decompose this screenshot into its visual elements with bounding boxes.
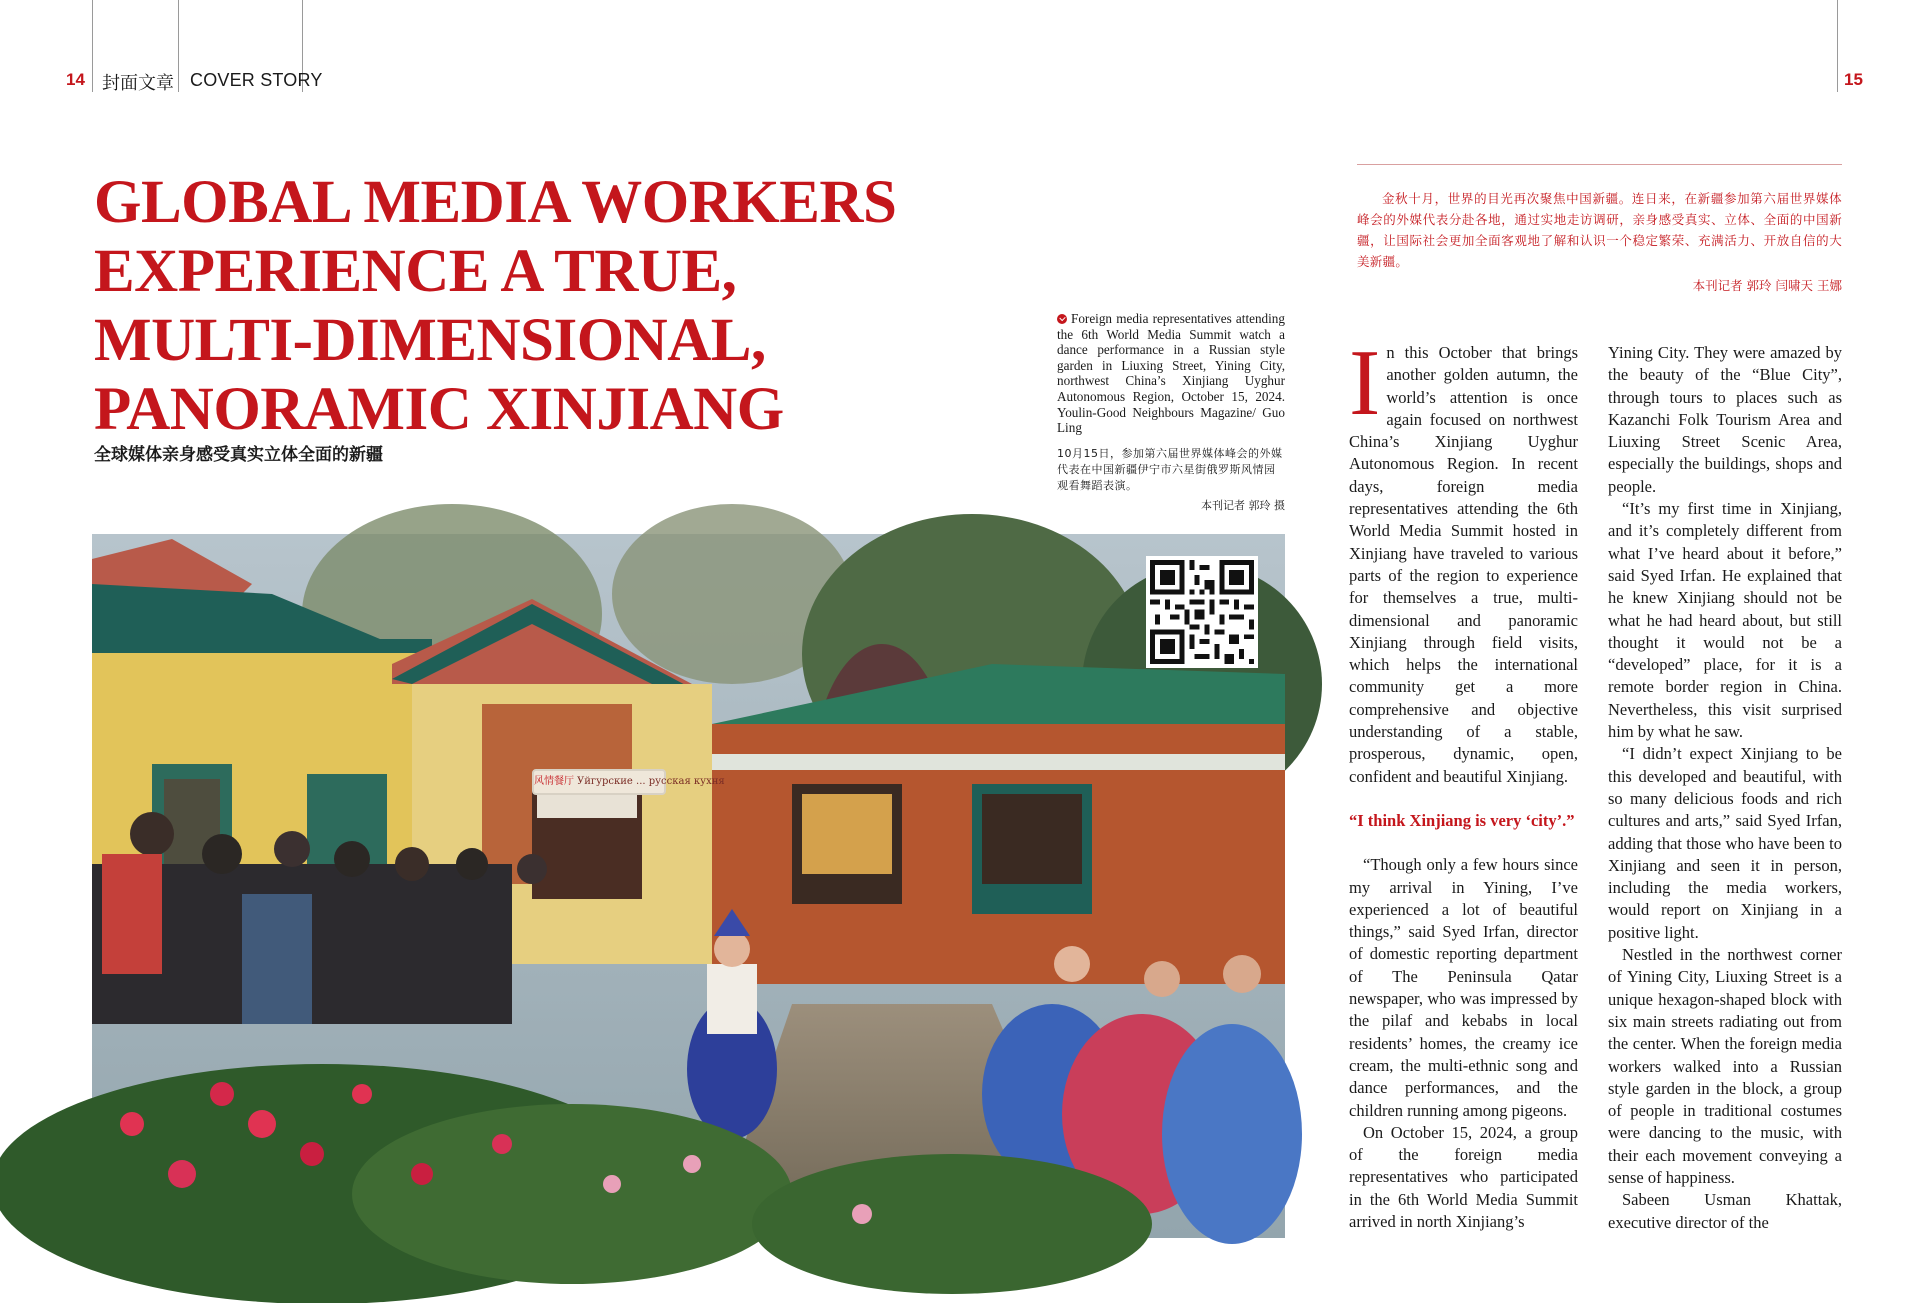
header-divider-far-right	[1837, 0, 1838, 92]
caption-text-en: Foreign media representatives attending the 6th World Media Summit watch a dance performance in a Russian style garden in Liuxing Street, Yining City, northwest China’s Xinjiang Uyghur Autonomous Region, October 15, 2024. Youlin-Good Neighbours Magazine/ Guo Ling	[1057, 311, 1285, 436]
shop-sign-text: Уйгурские ... русская кухня	[577, 776, 725, 787]
article-paragraph-7: Nestled in the northwest corner of Yining City, Liuxing Street is a unique hexagon-shaped block with six main streets radiating out from the center. When the foreign media workers walked into a Russian style garden in the block, a group of people in traditional costumes were dancing to the music, with their each movement conveying a sense of happiness.	[1608, 945, 1842, 1187]
article-subheading: “I think Xinjiang is very ‘city’.”	[1349, 810, 1575, 830]
paragraph-1-text: n this October that brings another golden autumn, the world’s attention is once again focused on northwest China’s Xinjiang Uyghur Autonomous Region. In recent days, foreign media representatives attending the 6th World Media Summit hosted in Xinjiang have traveled to various parts of the region to experience for themselves a true, multi-dimensional and panoramic Xinjiang through field visits, which helps the international community get a more comprehensive and objective understanding of a stable, prosperous, dynamic, open, confident and beautiful Xinjiang.	[1349, 343, 1578, 786]
article-paragraph-8: Sabeen Usman Khattak, executive director of the	[1608, 1190, 1842, 1232]
drop-cap: I	[1349, 331, 1381, 435]
title-line-2: EXPERIENCE A TRUE,	[94, 238, 737, 305]
caption-bullet-icon	[1057, 314, 1067, 324]
header-divider-left	[92, 0, 93, 92]
cover-photo	[92, 534, 1285, 1238]
article-title	[94, 168, 897, 444]
section-label-cn: 封面文章	[102, 73, 174, 94]
reporter-byline-cn: 本刊记者 郭玲 闫啸天 王娜	[1692, 278, 1842, 293]
garden-scene-illustration	[92, 534, 1285, 1238]
title-line-1: GLOBAL MEDIA WORKERS	[94, 169, 897, 236]
article-column-1	[1349, 331, 1578, 1233]
title-line-3: MULTI-DIMENSIONAL,	[94, 307, 766, 374]
title-line-4: PANORAMIC XINJIANG	[94, 376, 784, 443]
section-label-en: COVER STORY	[190, 70, 323, 90]
article-paragraph-6: “I didn’t expect Xinjiang to be this developed and beautiful, with so many delicious foods and rich cultures and arts,” said Syed Irfan, adding that those who have been to Xinjiang and seen it in person, including the media workers, would report on Xinjiang in a positive light.	[1608, 744, 1842, 942]
qr-code-icon	[1150, 560, 1254, 664]
article-paragraph-3: On October 15, 2024, a group of the foreign media representatives who participated in the 6th World Media Summit arrived in north Xinjiang’s	[1349, 1122, 1578, 1231]
page-number-right: 15	[1844, 70, 1863, 89]
article-title-cn: 全球媒体亲身感受真实立体全面的新疆	[94, 445, 383, 465]
page-number-left: 14	[66, 70, 85, 89]
article-paragraph-4: Yining City. They were amazed by the beauty of the “Blue City”, through tours to places such as Kazanchi Folk Tourism Area and Liuxing Street Scenic Area, especially the buildings, shops and people.	[1608, 343, 1842, 496]
shop-sign-cn: 风情餐厅	[534, 776, 574, 787]
intro-summary-cn: 金秋十月，世界的目光再次聚焦中国新疆。连日来，在新疆参加第六届世界媒体峰会的外媒代表分赴各地，通过实地走访调研，亲身感受真实、立体、全面的中国新疆，让国际社会更加全面客观地了解和认识一个稳定繁荣、充满活力、开放自信的大美新疆。	[1357, 191, 1842, 269]
intro-rule	[1357, 164, 1842, 165]
header-divider-mid	[178, 0, 179, 92]
qr-code[interactable]	[1146, 556, 1258, 668]
photo-credit-cn: 本刊记者 郭玲 摄	[1201, 499, 1285, 512]
article-paragraph-5: “It’s my first time in Xinjiang, and it’s completely different from what I’ve heard about it before,” said Syed Irfan. He explained that he knew Xinjiang should not be what he had heard about, but still thought it would not be a “developed” place, for it is a remote border region in China. Nevertheless, this visit surprised him by what he saw.	[1608, 499, 1842, 742]
article-paragraph-2: “Though only a few hours since my arrival in Yining, I’ve experienced a lot of beautiful things,” said Syed Irfan, director of domestic reporting department of The Peninsula Qatar newspaper, who was impressed by the pilaf and kebabs in local residents’ homes, the creamy ice cream, the multi-ethnic song and dance performances, and the children running among pigeons.	[1349, 855, 1578, 1120]
shop-sign	[532, 769, 725, 795]
photo-caption-cn: 10月15日，参加第六届世界媒体峰会的外媒代表在中国新疆伊宁市六星街俄罗斯风情园观看舞蹈表演。	[1057, 447, 1283, 492]
article-paragraph-1	[1349, 331, 1578, 788]
article-column-2	[1608, 342, 1842, 1234]
photo-caption	[1057, 311, 1285, 436]
